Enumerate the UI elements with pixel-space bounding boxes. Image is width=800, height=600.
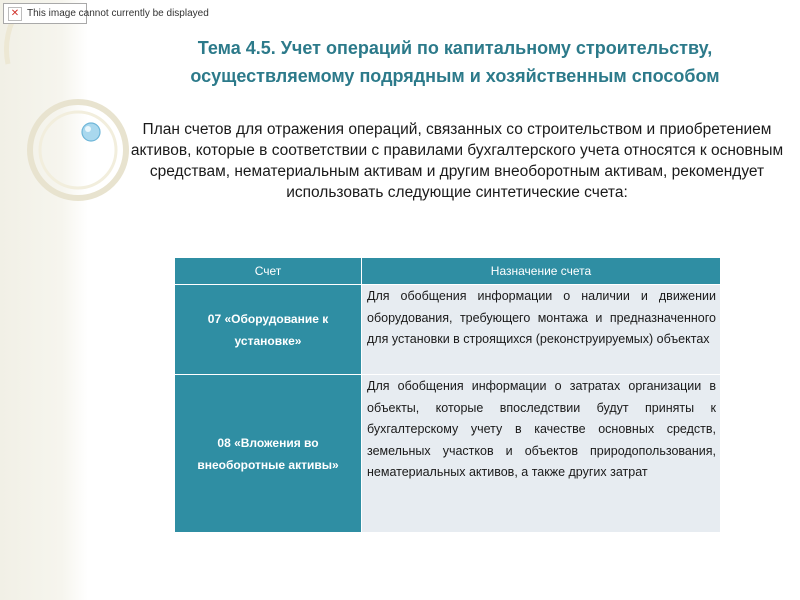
ring-outer bbox=[30, 102, 126, 198]
account-purpose-07: Для обобщения информации о наличии и движении оборудования, требующего монтажа и предназначенного для установки в строящихся (реконструируемых) объектах bbox=[362, 285, 721, 375]
ring-inner bbox=[40, 112, 116, 188]
decorative-rings bbox=[0, 0, 120, 600]
table-row bbox=[175, 375, 721, 533]
table-header-row bbox=[175, 258, 721, 285]
account-code-07: 07 «Оборудование к установке» bbox=[175, 285, 362, 375]
header-account: Счет bbox=[175, 258, 362, 285]
table-row bbox=[175, 285, 721, 375]
broken-image-placeholder bbox=[3, 3, 209, 24]
account-code-08: 08 «Вложения во внеоборотные активы» bbox=[175, 375, 362, 533]
broken-image-icon: ✕ bbox=[8, 7, 22, 21]
accounts-table bbox=[174, 257, 721, 533]
blue-bubble-decoration bbox=[82, 123, 100, 141]
header-purpose: Назначение счета bbox=[362, 258, 721, 285]
slide-title-line-1: Тема 4.5. Учет операций по капитальному строительству, bbox=[197, 38, 713, 58]
broken-image-alt-text: This image cannot currently be displayed bbox=[27, 8, 209, 19]
intro-paragraph: План счетов для отражения операций, связанных со строительством и приобретением активов, которые в соответствии с правилами бухгалтерского учета относятся к основным средствам, нематериальным активам и другим внеоборотным активам, рекомендует использовать следующие синтетические счета: bbox=[130, 121, 784, 201]
slide-title-line-2: осуществляемому подрядным и хозяйственным способом bbox=[190, 66, 720, 86]
slide-title bbox=[120, 34, 790, 90]
bubble-highlight bbox=[85, 126, 91, 132]
account-purpose-08: Для обобщения информации о затратах организации в объекты, которые впоследствии будут приняты к бухгалтерскому учету в качестве основных средств, земельных участков и объектов природопользования, нематериальных активов, а также других затрат bbox=[362, 375, 721, 533]
